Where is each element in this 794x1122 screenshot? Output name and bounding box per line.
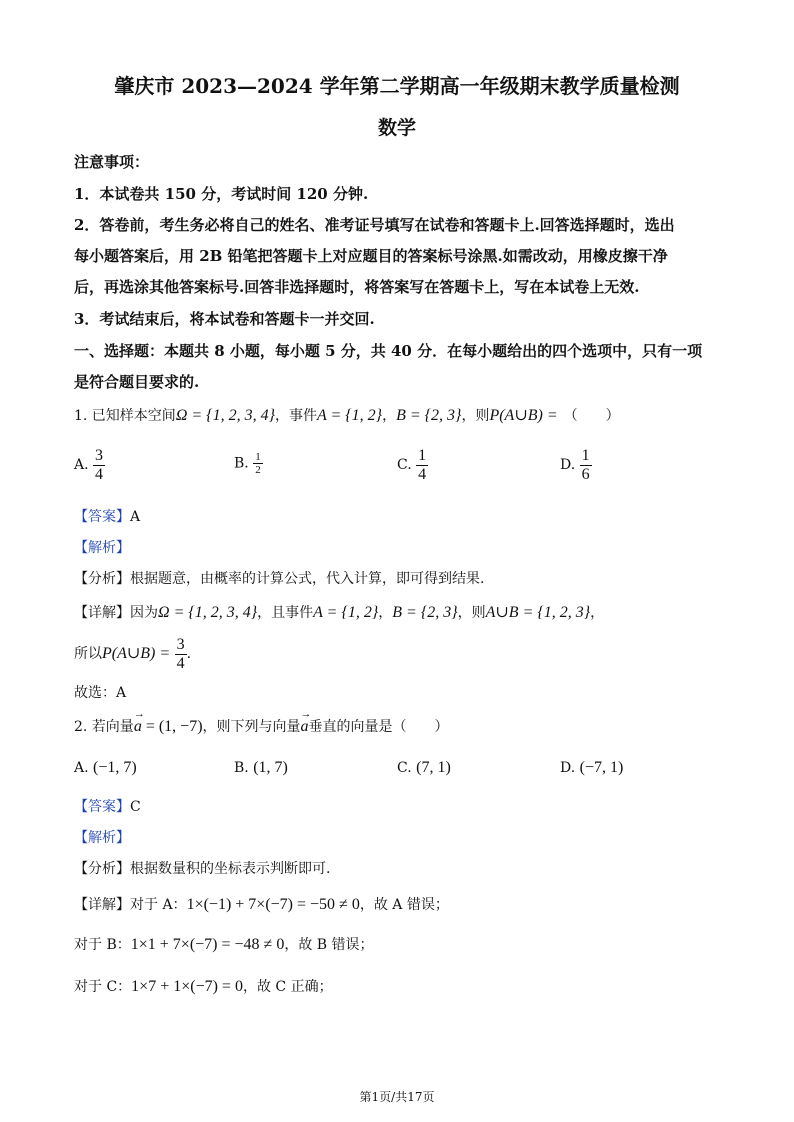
- q2-option-a: [74, 759, 137, 777]
- q1-option-a-denominator: 4: [95, 465, 104, 483]
- q1-answer-tag: 【答案】: [74, 509, 130, 525]
- q1-option-a-label: A.: [74, 457, 89, 474]
- q2-answer: [74, 796, 141, 816]
- q1-guxuan: 故选：A: [74, 685, 127, 701]
- q1-option-b-numerator: 1: [255, 451, 261, 463]
- q1-answer-value: A: [130, 509, 141, 525]
- q2-line-c-expr: 1×7 + 1×(−7) = 0: [131, 978, 243, 995]
- q1-xiangjie-tag: 【详解】: [74, 605, 130, 621]
- q2-option-b-value: (1, 7): [253, 759, 288, 776]
- q2-stem-mid: ，则下列与向量: [202, 719, 301, 735]
- q1-suoyi-expr: P(A∪B) =: [102, 645, 171, 663]
- q1-xiangjie-set-b: B = {2, 3}: [392, 604, 458, 621]
- q2-fenxi-tag: 【分析】: [74, 861, 130, 877]
- q1-option-c-numerator: 1: [418, 447, 427, 464]
- q1-option-d-numerator: 1: [581, 447, 590, 464]
- q1-stem-prefix: 1. 已知样本空间: [74, 408, 176, 424]
- q1-xiangjie-union: A∪B = {1, 2, 3}: [485, 604, 591, 621]
- q1-fenxi-text: 根据题意，由概率的计算公式，代入计算，即可得到结果.: [130, 571, 485, 587]
- note-item-2-line-3: 后，再选涂其他答案标号.回答非选择题时，将答案写在答题卡上，写在本试卷上无效.: [74, 278, 640, 296]
- q1-option-b-fraction: [253, 451, 263, 476]
- section-heading-line-2: 是符合题目要求的.: [74, 373, 200, 391]
- q2-xiangjie-line-a: [74, 894, 449, 914]
- note-item-1: 1．本试卷共 150 分，考试时间 120 分钟.: [74, 185, 369, 203]
- question-1-stem: [74, 405, 620, 425]
- q1-option-d-label: D.: [560, 457, 576, 474]
- q1-expression: P(A∪B) =: [489, 407, 558, 424]
- q1-event-b: B = {2, 3}: [396, 407, 462, 424]
- q1-option-d-fraction: [580, 447, 592, 483]
- q2-line-b-expr: 1×1 + 7×(−7) = −48 ≠ 0: [130, 936, 285, 953]
- q2-answer-tag: 【答案】: [74, 799, 130, 815]
- q2-xiangjie-line-b: [74, 934, 374, 954]
- q1-option-c: [397, 447, 428, 483]
- q1-option-b-denominator: 2: [255, 464, 261, 477]
- q1-option-c-label: C.: [397, 457, 412, 474]
- q2-stem-end: 垂直的向量是（ ）: [308, 719, 449, 735]
- exam-title: 肇庆市 2023—2024 学年第二学期高一年级期末教学质量检测: [114, 74, 680, 98]
- q1-option-b-label: B.: [234, 455, 249, 472]
- q2-xiangjie-line-c: [74, 976, 333, 996]
- q1-xiangjie-sep: ，: [378, 605, 393, 621]
- q2-line-a-end: ，故 A 错误；: [359, 897, 449, 913]
- q2-option-b-label: B.: [234, 760, 249, 776]
- q1-answer-paren: （ ）: [563, 408, 620, 424]
- q1-answer: [74, 506, 140, 526]
- page-number: 第1页/共17页: [359, 1090, 435, 1104]
- q2-line-b-end: ，故 B 错误；: [284, 937, 374, 953]
- q1-suoyi-end: .: [186, 646, 192, 663]
- q2-stem-prefix: 2. 若向量: [74, 719, 134, 735]
- note-item-2-line-2: 每小题答案后，用 2B 铅笔把答题卡上对应题目的答案标号涂黑.如需改动，用橡皮擦干净: [74, 247, 668, 265]
- q1-event-a: A = {1, 2}: [316, 407, 383, 424]
- q1-analysis-tag: 【解析】: [74, 540, 130, 556]
- q2-vector-a-letter: a: [133, 718, 142, 735]
- q2-fenxi-text: 根据数量积的坐标表示判断即可.: [130, 861, 331, 877]
- q1-option-d: [560, 447, 592, 483]
- q2-option-d: [560, 759, 623, 777]
- q1-option-b: [234, 451, 263, 476]
- q1-xiangjie-end: ，: [590, 605, 605, 621]
- q1-suoyi: [74, 636, 191, 672]
- q1-option-a-fraction: [93, 447, 105, 483]
- q1-xiangjie-set-a: A = {1, 2}: [313, 604, 379, 621]
- vector-arrow-icon: →: [300, 708, 312, 720]
- q1-stem-mid-1: ，事件: [274, 408, 317, 424]
- q2-option-a-label: A.: [74, 760, 89, 776]
- q2-line-c-end: ，故 C 正确；: [242, 979, 333, 995]
- q1-fenxi: [74, 568, 484, 588]
- q2-line-c-prefix: 对于 C：: [74, 979, 132, 995]
- q1-option-c-fraction: [416, 447, 428, 483]
- q2-line-a-expr: 1×(−1) + 7×(−7) = −50 ≠ 0: [186, 896, 360, 913]
- q2-vector-a: [133, 708, 145, 735]
- q1-suoyi-fraction: [175, 636, 187, 672]
- section-heading-line-1: 一、选择题：本题共 8 小题，每小题 5 分，共 40 分．在每小题给出的四个选项中，只有一项: [74, 342, 703, 360]
- q2-vector-value: = (1, −7): [141, 718, 203, 735]
- q1-xiangjie-then: ，则: [457, 605, 486, 621]
- q2-vector-a-ref: [300, 708, 312, 735]
- q2-option-d-label: D.: [560, 760, 576, 776]
- q1-suoyi-numerator: 3: [176, 636, 185, 653]
- vector-arrow-icon: →: [133, 708, 145, 720]
- q2-answer-value: C: [130, 799, 141, 815]
- q1-suoyi-prefix: 所以: [74, 646, 102, 663]
- q2-analysis-tag: 【解析】: [74, 830, 130, 846]
- q1-sample-space: Ω = {1, 2, 3, 4}: [175, 407, 275, 424]
- q1-stem-mid-2: ，则: [461, 408, 490, 424]
- subject-title: 数学: [377, 117, 416, 139]
- q2-fenxi: [74, 858, 330, 878]
- q1-xiangjie-mid: ，且事件: [257, 605, 314, 621]
- q1-xiangjie-omega: Ω = {1, 2, 3, 4}: [158, 604, 258, 621]
- q2-option-b: [234, 759, 288, 777]
- note-item-3: 3．考试结束后，将本试卷和答题卡一并交回.: [74, 310, 375, 328]
- q1-sep: ，: [382, 408, 397, 424]
- q1-fenxi-tag: 【分析】: [74, 571, 130, 587]
- q1-xiangjie-prefix: 因为: [130, 605, 158, 621]
- q1-option-c-denominator: 4: [418, 465, 427, 483]
- q2-option-c: [397, 759, 451, 777]
- q1-xiangjie: [74, 602, 604, 622]
- q2-option-a-value: (−1, 7): [93, 759, 137, 776]
- q2-option-d-value: (−7, 1): [579, 759, 624, 776]
- q1-option-a: [74, 447, 105, 483]
- q2-vector-a-ref-letter: a: [300, 718, 309, 735]
- q1-suoyi-denominator: 4: [176, 654, 185, 672]
- q2-xiangjie-tag: 【详解】: [74, 897, 130, 913]
- q2-option-c-label: C.: [397, 760, 412, 776]
- q2-line-a-prefix: 对于 A：: [130, 897, 187, 913]
- q1-option-d-denominator: 6: [581, 465, 590, 483]
- note-item-2-line-1: 2．答卷前，考生务必将自己的姓名、准考证号填写在试卷和答题卡上.回答选择题时，选出: [74, 216, 675, 234]
- question-2-stem: [74, 708, 449, 736]
- notes-heading: 注意事项：: [74, 153, 150, 171]
- q2-option-c-value: (7, 1): [416, 759, 451, 776]
- q1-option-a-numerator: 3: [95, 447, 104, 464]
- q2-line-b-prefix: 对于 B：: [74, 937, 131, 953]
